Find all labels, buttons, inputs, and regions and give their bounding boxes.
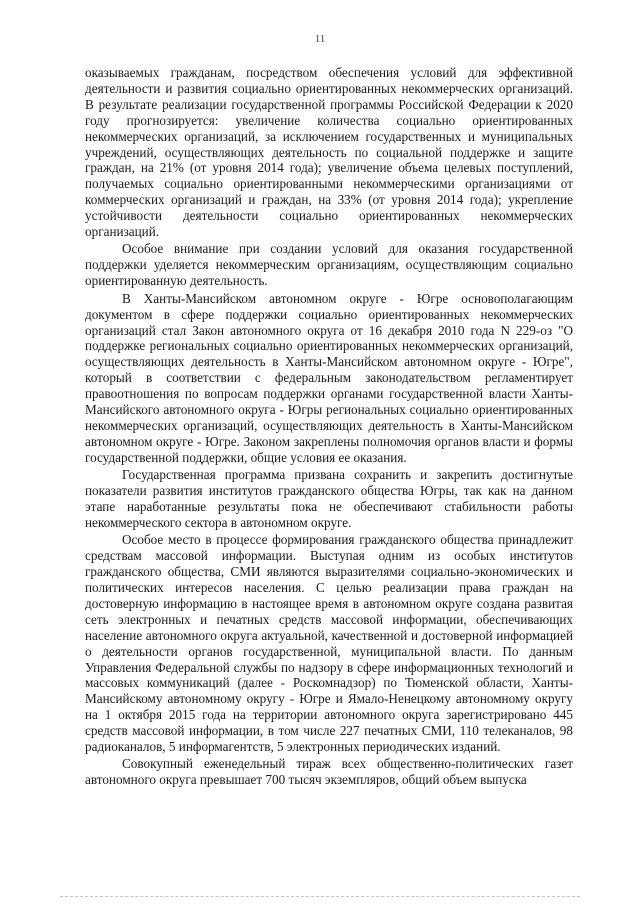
paragraph: Особое внимание при создании условий для оказания государственной поддержки уделяется некоммерческим организациям, осуществляющим социально ориентированную деятельность. [85,241,573,289]
paragraph-continuation: оказываемых гражданам, посредством обеспечения условий для эффективной деятельности и развития социально ориентированных некоммерческих организаций. В результате реализации государственной программы Российской Федерации к 2020 году прогнозируется: увеличение количества социально ориентированных некоммерческих организаций, за исключением государственных и муниципальных учреждений, осуществляющих деятельность по социальной поддержке и защите граждан, на 21% (от уровня 2014 года); увеличение объема целевых поступлений, получаемых социально ориентированными некоммерческими организациями от коммерческих организаций и граждан, на 33% (от уровня 2014 года); укрепление устойчивости деятельности социально ориентированных некоммерческих организаций. [85,65,573,240]
scan-edge-artifact [60,896,580,899]
body-text [85,65,573,788]
paragraph: Особое место в процессе формирования гражданского общества принадлежит средствам массовой информации. Выступая одним из особых институтов гражданского общества, СМИ являются выразителями социально-экономических и политических интересов населения. С целью реализации права граждан на достоверную информацию в настоящее время в автономном округе создана развитая сеть электронных и печатных средств массовой информации, обеспечивающих население автономного округа актуальной, качественной и достоверной информацией о деятельности органов государственной, муниципальной власти. По данным Управления Федеральной службы по надзору в сфере информационных технологий и массовых коммуникаций (далее - Роскомнадзор) по Тюменской области, Ханты-Мансийскому автономному округу - Югре и Ямало-Ненецкому автономному округу на 1 октября 2015 года на территории автономного округа зарегистрировано 445 средств массовой информации, в том числе 227 печатных СМИ, 110 телеканалов, 98 радиоканалов, 5 информагентств, 5 электронных периодических изданий. [85,532,573,755]
page-number: 11 [314,33,326,45]
paragraph: Государственная программа призвана сохранить и закрепить достигнутые показатели развития институтов гражданского общества Югры, так как на данном этапе наработанные результаты пока не обеспечивают стабильности работы некоммерческого сектора в автономном округе. [85,467,573,530]
paragraph: Совокупный еженедельный тираж всех общественно-политических газет автономного округа превышает 700 тысяч экземпляров, общий объем выпуска [85,756,573,788]
paragraph: В Ханты-Мансийском автономном округе - Югре основополагающим документом в сфере поддержки социально ориентированных некоммерческих организаций стал Закон автономного округа от 16 декабря 2010 года N 229-оз "О поддержке региональных социально ориентированных некоммерческих организаций, осуществляющих деятельность в Ханты-Мансийском автономном округе - Югре", который в соответствии с федеральным законодательством регламентирует правоотношения по вопросам поддержки органами государственной власти Ханты-Мансийского автономного округа - Югры региональных социально ориентированных некоммерческих организаций, осуществляющих деятельность в Ханты-Мансийском автономном округе - Югре. Законом закреплены полномочия органов власти и формы государственной поддержки, общие условия ее оказания. [85,290,573,465]
